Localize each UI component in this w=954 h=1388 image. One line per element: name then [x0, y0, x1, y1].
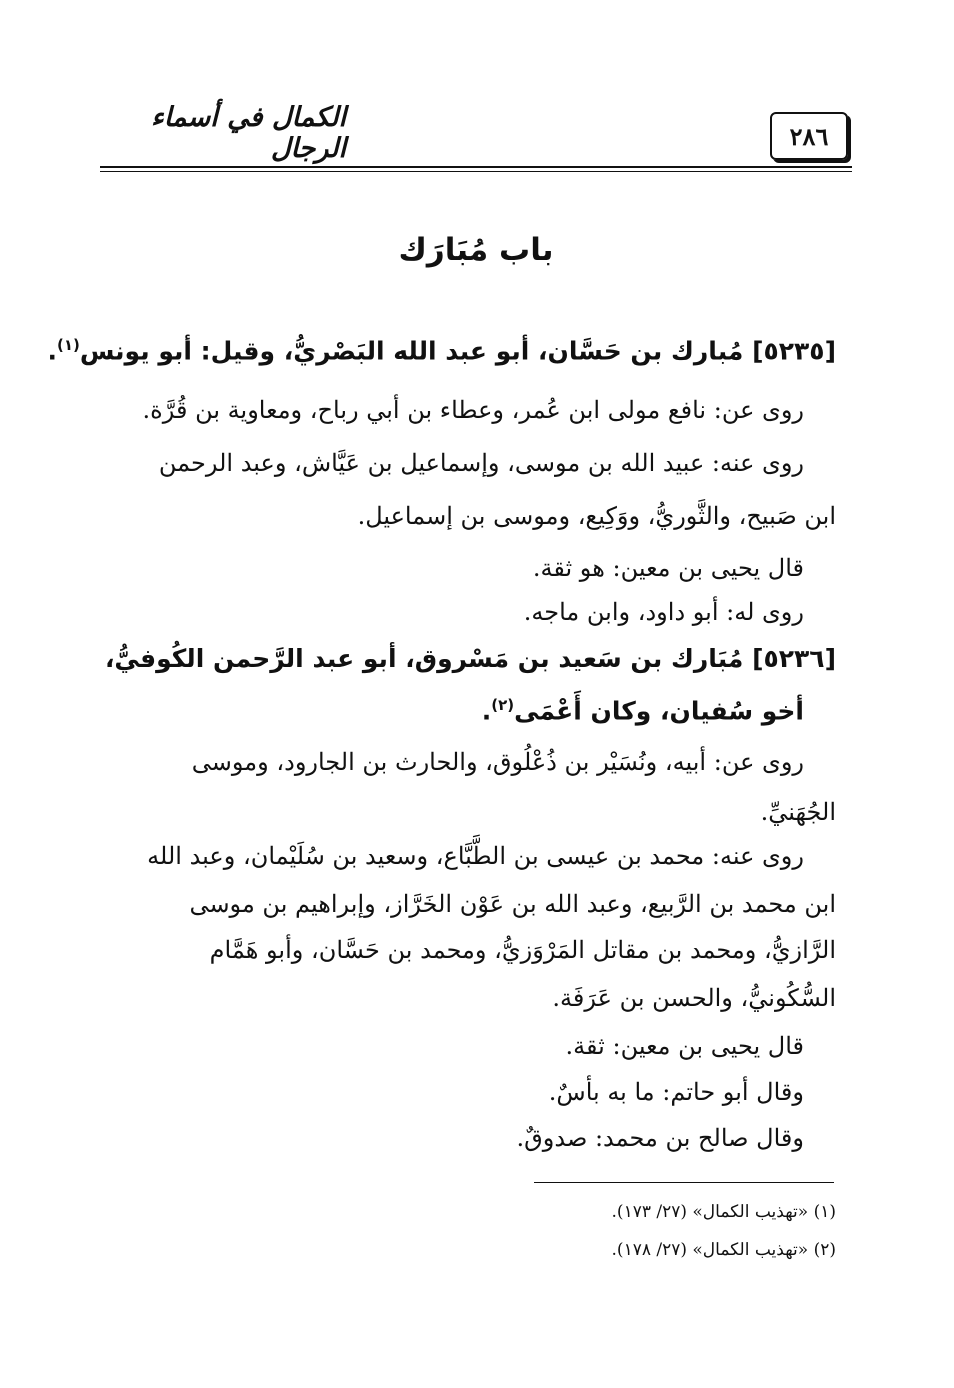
text-line: ابن محمد بن الرَّبيع، وعبد الله بن عَوْن الخَرَّاز، وإبراهيم بن موسى	[189, 890, 836, 918]
text-line: وقال أبو حاتم: ما به بأسٌ.	[548, 1078, 804, 1106]
running-title: الكمال في أسماء الرجال	[151, 102, 346, 164]
entry-heading-end: .	[481, 696, 492, 726]
text-line: قال يحيى بن معين: هو ثقة.	[532, 554, 804, 582]
text-line: روى عن: نافع مولى ابن عُمر، وعطاء بن أبي رباح، ومعاوية بن قُرَّة.	[142, 396, 804, 424]
text-line: ابن صَبيح، والثَّوريُّ، ووَكِيع، وموسى بن إسماعيل.	[357, 502, 836, 530]
entry-heading: [٥٢٣٦] مُبَارك بن سَعيد بن مَسْروق، أبو عبد الرَّحمن الكُوفيُّ،	[104, 644, 836, 673]
footnote-marker: (٢)	[491, 696, 515, 714]
text-line: وقال صالح بن محمد: صدوقٌ.	[516, 1124, 804, 1152]
entry-heading-text: [٥٢٣٥] مُبارك بن حَسَّان، أبو عبد الله البَصْريُّ، وقيل: أبو يونس	[79, 336, 836, 366]
text-line: روى عنه: عبيد الله بن موسى، وإسماعيل بن عَيَّاش، وعبد الرحمن	[158, 449, 804, 477]
page-header	[100, 100, 852, 172]
header-rule-thin	[100, 171, 852, 172]
text-line: السُّكُونيُّ، والحسن بن عَرَفَة.	[552, 984, 836, 1012]
text-line: روى عن: أبيه، ونُسَيْر بن ذُعْلُوق، والحارث بن الجارود، وموسى	[191, 748, 804, 776]
footnote: (٢) «تهذيب الكمال» (٢٧/ ١٧٨).	[611, 1240, 836, 1260]
footnote: (١) «تهذيب الكمال» (٢٧/ ١٧٣).	[611, 1202, 836, 1222]
page-number: ٢٨٦	[770, 112, 848, 160]
entry-heading-line2	[100, 696, 804, 725]
text-line: الجُهَنيِّ.	[760, 798, 836, 826]
footnote-marker: (١)	[56, 336, 80, 354]
text-line: روى له: أبو داود، وابن ماجه.	[523, 598, 804, 626]
entry-heading-text: أخو سُفيان، وكان أَعْمَى	[514, 696, 804, 726]
header-rule	[100, 166, 852, 168]
entry-heading	[47, 336, 836, 366]
entry-heading-end: .	[47, 336, 57, 366]
footnote-rule	[534, 1182, 834, 1183]
text-line: قال يحيى بن معين: ثقة.	[565, 1032, 804, 1060]
text-line: الرَّازيُّ، ومحمد بن مقاتل المَرْوَزيُّ، ومحمد بن حَسَّان، وأبو هَمَّام	[209, 936, 836, 964]
chapter-title: باب مُبَارَك	[398, 232, 554, 268]
text-line: روى عنه: محمد بن عيسى بن الطَّبَّاع، وسعيد بن سُلَيْمان، وعبد الله	[147, 842, 804, 870]
